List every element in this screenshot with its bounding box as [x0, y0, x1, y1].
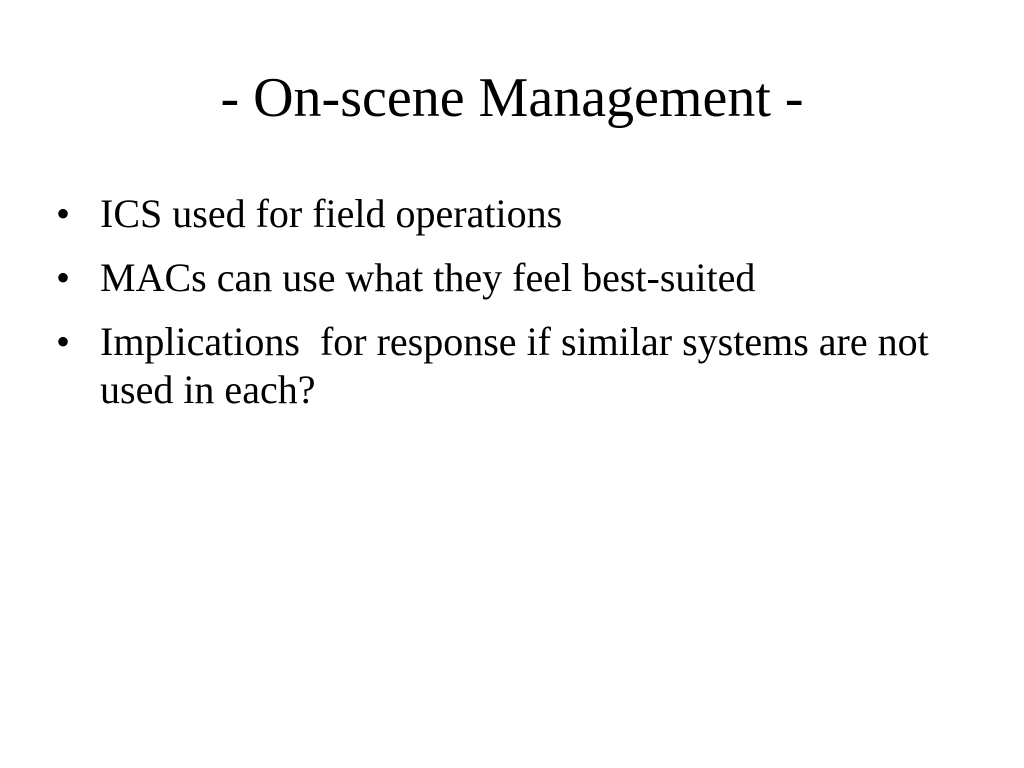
bullet-icon: • — [56, 319, 71, 364]
bullet-icon: • — [56, 255, 71, 300]
bullet-text: ICS used for field operations — [100, 191, 563, 236]
bullet-text: Implications for response if similar systems are not used in each? — [100, 319, 939, 412]
bullet-icon: • — [56, 191, 71, 236]
list-item — [56, 318, 956, 414]
list-item — [56, 254, 956, 302]
bullet-list — [56, 190, 956, 430]
slide-title: - On-scene Management - — [220, 67, 804, 129]
bullet-text: MACs can use what they feel best-suited — [100, 255, 756, 300]
list-item — [56, 190, 956, 238]
